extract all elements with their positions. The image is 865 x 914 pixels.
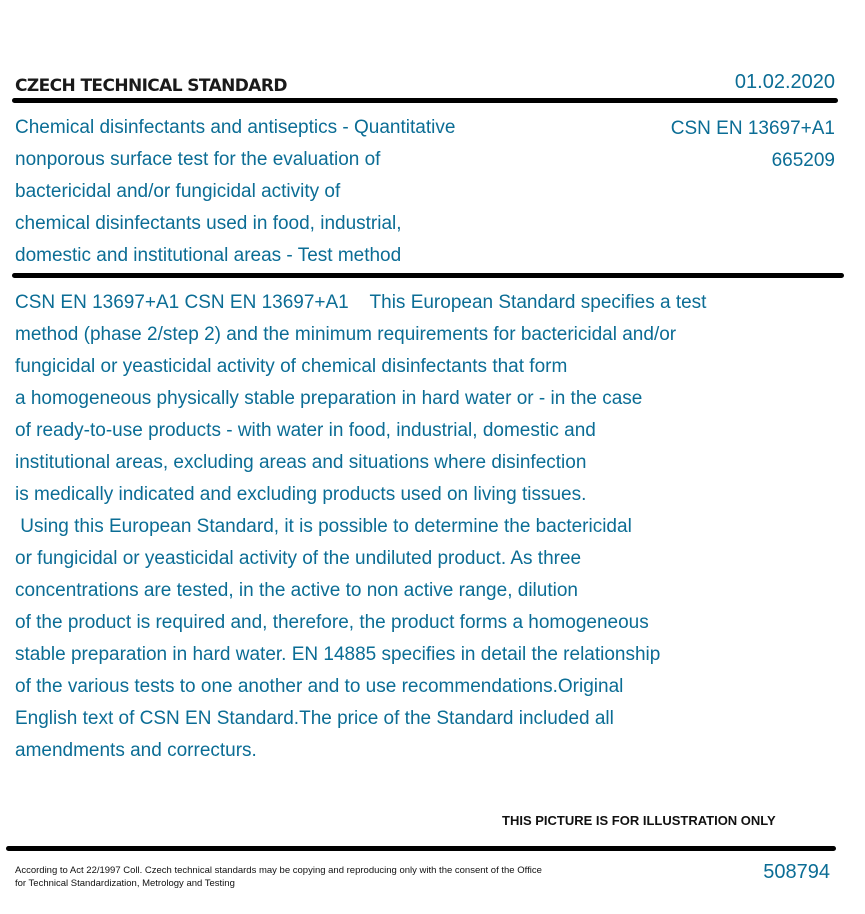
description-line: of the various tests to one another and to use recommendations.Original [15, 676, 624, 697]
description-line: concentrations are tested, in the active to non active range, dilution [15, 580, 578, 601]
description-line: of ready-to-use products - with water in food, industrial, domestic and [15, 420, 596, 441]
description-line: or fungicidal or yeasticidal activity of the undiluted product. As three [15, 548, 582, 569]
standard-number: 665209 [771, 150, 835, 171]
description-line: fungicidal or yeasticidal activity of chemical disinfectants that form [15, 356, 568, 377]
illustration-note: THIS PICTURE IS FOR ILLUSTRATION ONLY [502, 813, 776, 828]
title-line: bactericidal and/or fungicidal activity of [15, 181, 341, 202]
legal-notice [15, 864, 542, 890]
legal-line: According to Act 22/1997 Coll. Czech technical standards may be copying and reproducing only with the consent of the Office [15, 865, 542, 876]
footer-divider [6, 846, 836, 851]
description-line: amendments and correcturs. [15, 740, 257, 761]
standard-code: CSN EN 13697+A1 [670, 118, 835, 139]
description-line: stable preparation in hard water. EN 14885 specifies in detail the relationship [15, 644, 661, 665]
description-line: is medically indicated and excluding products used on living tissues. [15, 484, 587, 505]
document-header-title: CZECH TECHNICAL STANDARD [15, 76, 287, 96]
publication-date: 01.02.2020 [734, 71, 835, 93]
description-line: method (phase 2/step 2) and the minimum requirements for bactericidal and/or [15, 324, 677, 345]
description-line: Using this European Standard, it is possible to determine the bactericidal [15, 516, 632, 537]
title-line: nonporous surface test for the evaluation of [15, 149, 381, 170]
title-line: domestic and institutional areas - Test method [15, 245, 402, 266]
description-line: of the product is required and, therefore, the product forms a homogeneous [15, 612, 649, 633]
description-line: CSN EN 13697+A1 CSN EN 13697+A1 This European Standard specifies a test [15, 292, 707, 313]
title-line: Chemical disinfectants and antiseptics - Quantitative [15, 117, 456, 138]
title-line: chemical disinfectants used in food, industrial, [15, 213, 402, 234]
description-line: a homogeneous physically stable preparation in hard water or - in the case [15, 388, 643, 409]
description-line: English text of CSN EN Standard.The price of the Standard included all [15, 708, 614, 729]
description-line: institutional areas, excluding areas and situations where disinfection [15, 452, 587, 473]
document-id: 508794 [763, 861, 830, 883]
legal-line: for Technical Standardization, Metrology and Testing [15, 878, 235, 889]
title-divider [12, 273, 844, 278]
header-divider [12, 98, 838, 103]
